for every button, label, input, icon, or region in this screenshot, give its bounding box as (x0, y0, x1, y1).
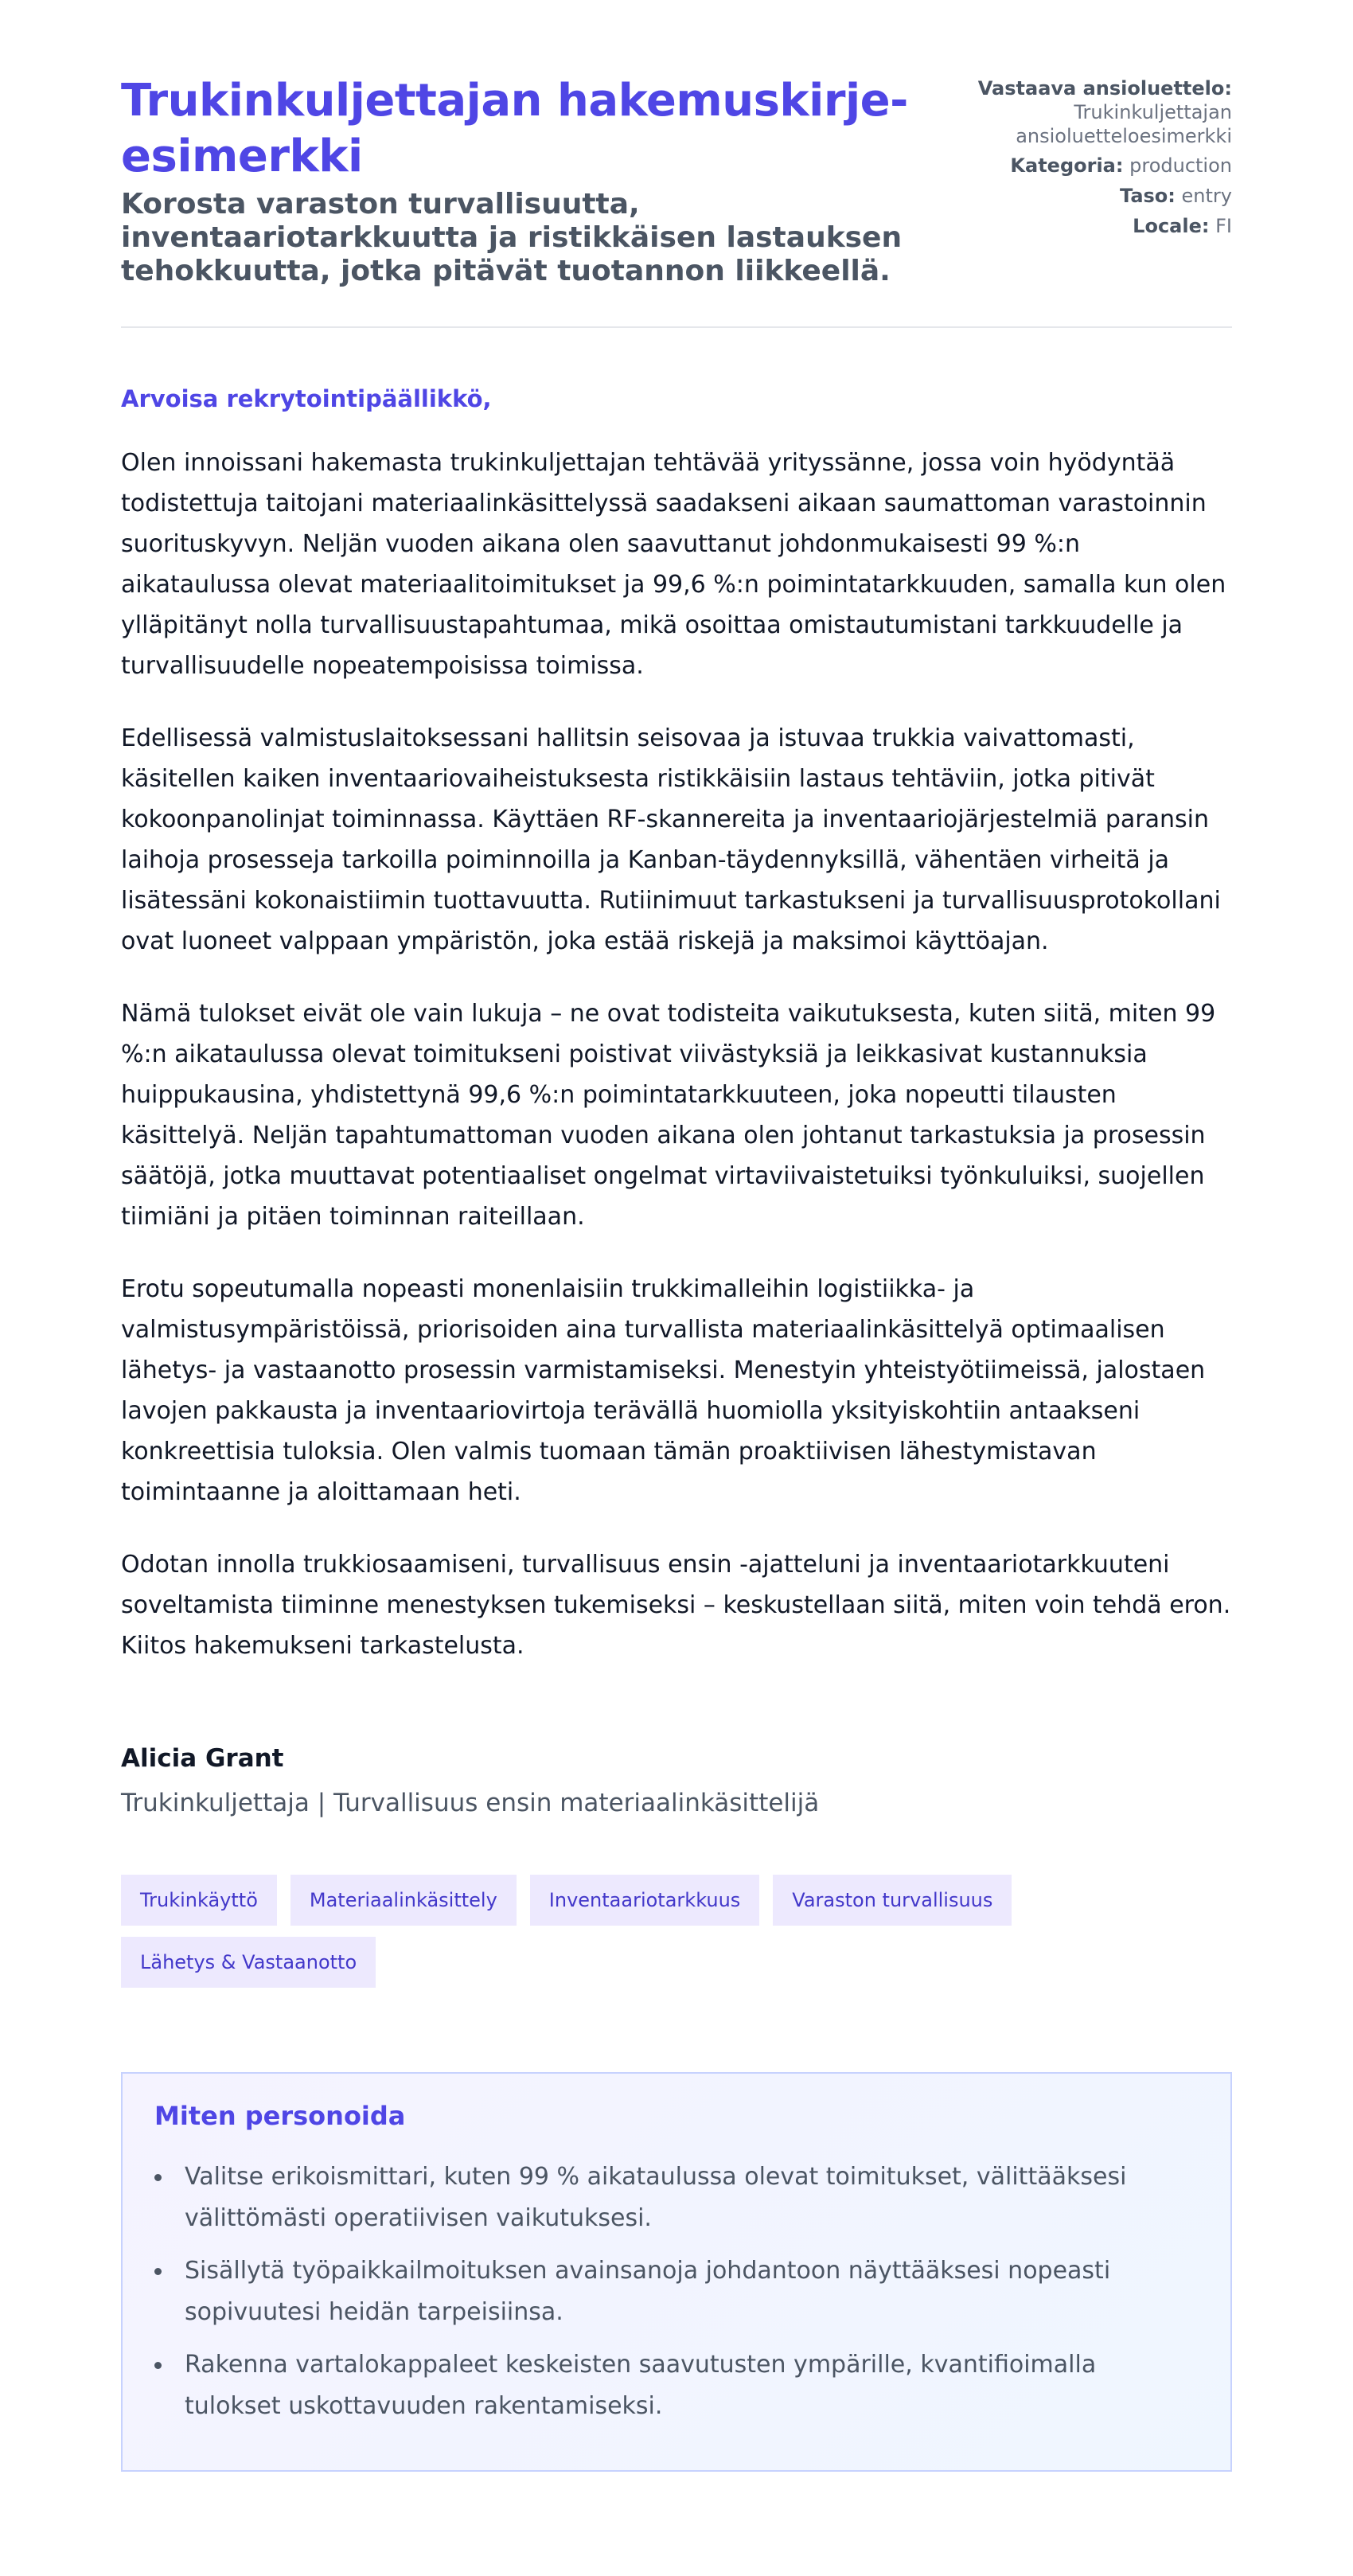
letter-paragraph: Edellisessä valmistuslaitoksessani hallitsin seisovaa ja istuvaa trukkia vaivattomasti, käsitellen kaiken inventaariovaiheistuksesta ristikkäisiin lastaus tehtäviin, jotka pitivät kokoonpanolinjat toiminnassa. Käyttäen RF-skannereita ja inventaariojärjestelmiä paransin laihoja prosesseja tarkoilla poiminnoilla ja Kanban-täydennyksillä, vähentäen virheitä ja lisätessäni kokonaistiimin tuottavuutta. Rutiinimuut tarkastukseni ja turvallisuusprotokollani ovat luoneet valppaan ympäristön, joka estää riskejä ja maksimoi käyttöajan. (121, 724, 1221, 955)
skill-tag[interactable]: Lähetys & Vastaanotto (121, 1937, 376, 1988)
letter-paragraph: Olen innoissani hakemasta trukinkuljettajan tehtävää yrityssänne, jossa voin hyödyntää todistettuja taitojani materiaalinkäsittelyssä saadakseni aikaan saumattoman varastoinnin suorituskyvyn. Neljän vuoden aikana olen saavuttanut johdonmukaisesti 99 %:n aikataulussa olevat materiaalitoimitukset ja 99,6 %:n poimintatarkkuuden, samalla kun olen ylläpitänyt nolla turvallisuustapahtumaa, mikä osoittaa omistautumistani tarkkuudelle ja turvallisuudelle nopeatempoisissa toimissa. (121, 449, 1226, 680)
meta-level-label: Taso: (1120, 185, 1176, 207)
page-title: Trukinkuljettajan hakemuskirje-esimerkki (121, 75, 908, 182)
meta-locale-label: Locale: (1133, 215, 1210, 237)
letter-paragraph: Nämä tulokset eivät ole vain lukuja – ne ovat todisteita vaikutuksesta, kuten siitä, miten 99 %:n aikataulussa olevat toimitukseni poistivat viivästyksiä ja leikkasivat kustannuksia huippukausina, yhdistettynä 99,6 %:n poimintatarkkuuteen, joka nopeutti tilausten käsittelyä. Neljän tapahtumattoman vuoden aikana olen johtanut tarkastuksia ja prosessin säätöjä, jotka muuttavat potentiaaliset ongelmat virtaviivaistetuiksi työnkuluiksi, suojellen tiimiäni ja pitäen toiminnan raiteillaan. (121, 1000, 1216, 1231)
signature-block (121, 1744, 1232, 1817)
skill-tag[interactable]: Materiaalinkäsittely (290, 1875, 517, 1926)
signature-name: Alicia Grant (121, 1744, 284, 1773)
letter-paragraph: Erotu sopeutumalla nopeasti monenlaisiin trukkimalleihin logistiikka- ja valmistusympäristöissä, priorisoiden aina turvallista materiaalinkäsittelyä optimaalisen lähetys- ja vastaanotto prosessin varmistamiseksi. Menestyin yhteistyötiimeissä, jalostaen lavojen pakkausta ja inventaariovirtoja terävällä huomiolla yksityiskohtiin antaakseni konkreettisia tuloksia. Olen valmis tuomaan tämän proaktiivisen lähestymistavan toimintaanne ja aloittamaan heti. (121, 1275, 1206, 1506)
letter-salutation: Arvoisa rekrytointipäällikkö, (121, 385, 492, 412)
meta-locale (969, 213, 1232, 239)
tips-list (154, 2156, 1199, 2427)
signature-title: Trukinkuljettaja | Turvallisuus ensin materiaalinkäsittelijä (121, 1789, 820, 1817)
letter-paragraph: Odotan innolla trukkiosaamiseni, turvallisuus ensin -ajatteluni ja inventaariotarkkuuteni soveltamista tiiminne menestyksen tukemiseksi – keskustellaan siitä, miten voin tehdä eron. Kiitos hakemukseni tarkastelusta. (121, 1551, 1231, 1660)
meta-category-label: Kategoria: (1010, 154, 1124, 177)
meta-category (969, 153, 1232, 178)
page-header (121, 73, 1232, 328)
skill-tags (121, 1875, 1076, 1988)
meta-resume-label: Vastaava ansioluettelo: (977, 77, 1232, 100)
tips-list-item: Sisällytä työpaikkailmoituksen avainsanoja johdantoon näyttääksesi nopeasti sopivuutesi heidän tarpeisiinsa. (154, 2250, 1199, 2333)
tips-title: Miten personoida (154, 2101, 406, 2131)
meta-level (969, 183, 1232, 209)
letter-body (121, 385, 1232, 1666)
meta-panel (969, 73, 1232, 244)
skill-tag[interactable]: Varaston turvallisuus (773, 1875, 1012, 1926)
meta-resume-value[interactable]: Trukinkuljettajan ansioluetteloesimerkki (1016, 101, 1232, 147)
tips-list-item: Valitse erikoismittari, kuten 99 % aikataulussa olevat toimitukset, välittääksesi välittömästi operatiivisen vaikutuksesi. (154, 2156, 1199, 2239)
skill-tag[interactable]: Trukinkäyttö (121, 1875, 277, 1926)
meta-level-value: entry (1181, 185, 1232, 207)
meta-category-value: production (1129, 154, 1232, 177)
meta-locale-value: FI (1215, 215, 1232, 237)
tips-list-item: Rakenna vartalokappaleet keskeisten saavutusten ympärille, kvantifioimalla tulokset uskottavuuden rakentamiseksi. (154, 2344, 1199, 2427)
page-subtitle: Korosta varaston turvallisuutta, inventaariotarkkuutta ja ristikkäisen lastauksen tehokkuutta, jotka pitävät tuotannon liikkeellä. (121, 188, 903, 287)
header-titles (121, 73, 917, 288)
meta-resume (969, 76, 1232, 148)
skill-tag[interactable]: Inventaariotarkkuus (530, 1875, 759, 1926)
personalize-tips-box (121, 2072, 1232, 2472)
